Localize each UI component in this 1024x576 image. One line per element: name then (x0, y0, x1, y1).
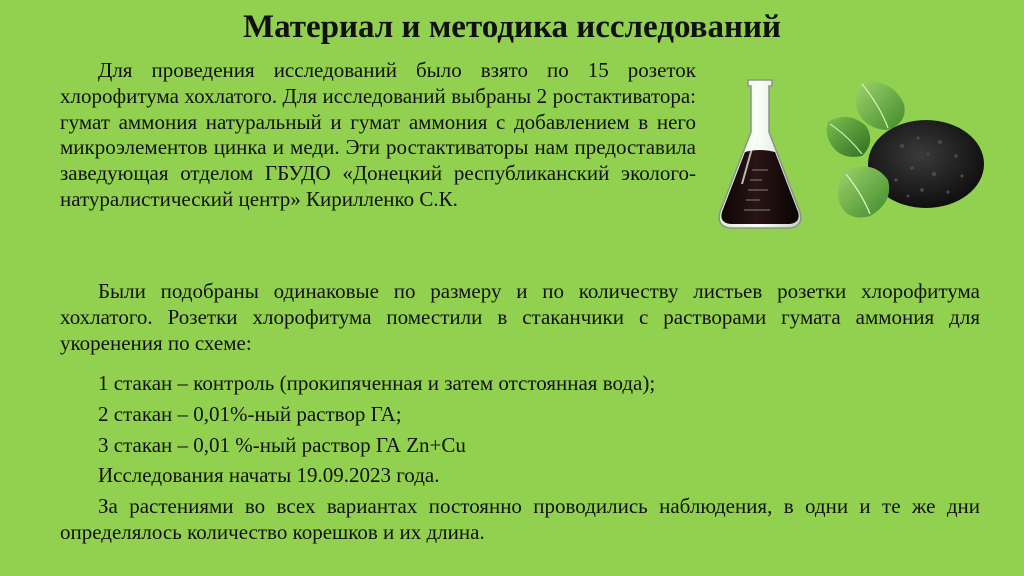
paragraph-materials: Для проведения исследований было взято по 15 розеток хлорофитума хохлатого. Для исследований выбраны 2 ростактиватора: гумат аммония натуральный и гумат аммония с добавлением в него микроэлементов цинка и меди. Эти ростактиваторы нам предоставила заведующая отделом ГБУДО «Донецкий республиканский эколого-натуралистический центр» Кирилленко С.К. (60, 58, 696, 211)
paragraph-procedure: Были подобраны одинаковые по размеру и по количеству листьев розетки хлорофитума хохлатого. Розетки хлорофитума поместили в стаканчики с растворами гумата аммония для укоренения по схеме: (60, 279, 980, 355)
paragraph-observations: За растениями во всех вариантах постоянно проводились наблюдения, в одни и те же дни определялось количество корешков и их длина. (60, 494, 980, 544)
scheme-item-1: 1 стакан – контроль (прокипяченная и затем отстоянная вода); (98, 371, 656, 395)
scheme-item-3: 3 стакан – 0,01 %-ный раствор ГА Zn+Cu (98, 433, 466, 457)
scheme-item-2: 2 стакан – 0,01%-ный раствор ГА; (98, 402, 402, 426)
start-date-line: Исследования начаты 19.09.2023 года. (98, 463, 440, 487)
slide-title: Материал и методика исследований (242, 9, 782, 45)
flask-icon (712, 74, 808, 234)
humus-leaves-icon (822, 76, 986, 226)
